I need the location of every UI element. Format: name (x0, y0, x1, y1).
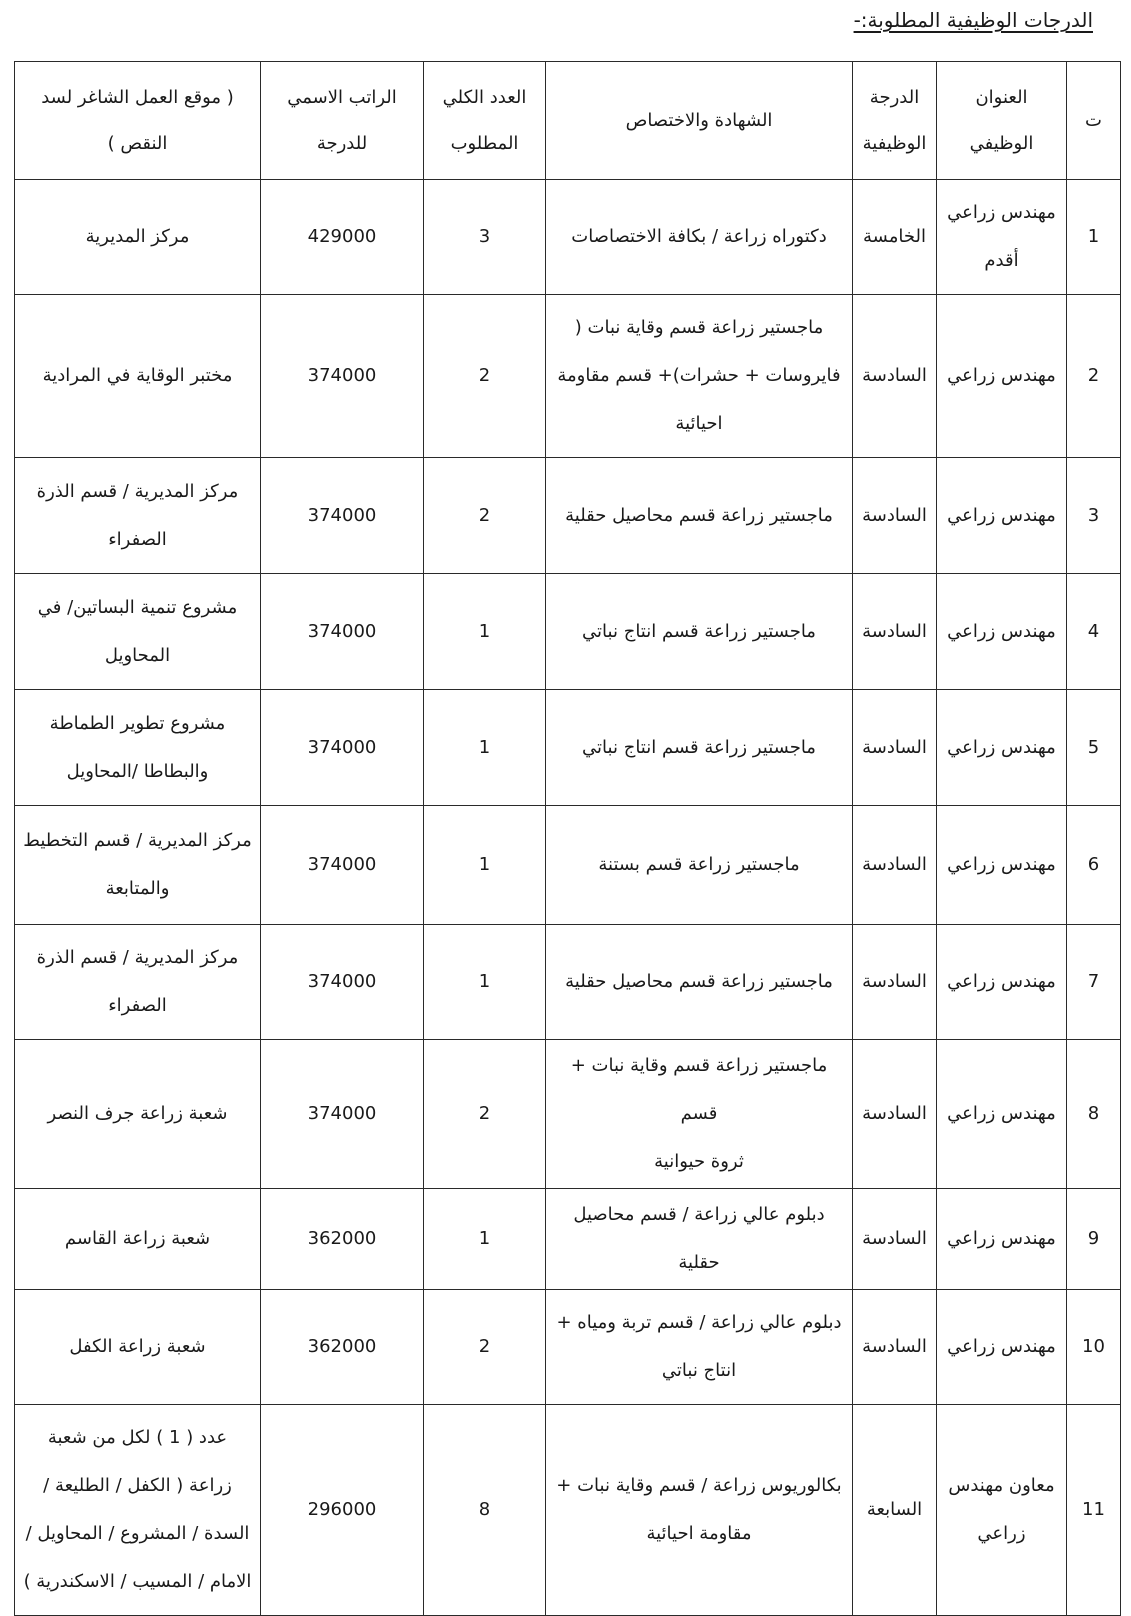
table-row (15, 1405, 1121, 1616)
cell-grade: السادسة (853, 1290, 937, 1405)
cell-job-title: مهندس زراعي (937, 295, 1067, 458)
cell-salary: 296000 (261, 1405, 424, 1616)
job-grades-table (14, 61, 1121, 1616)
cell-location: مشروع تطوير الطماطة والبطاطا /المحاويل (15, 690, 261, 806)
col-header-number: ت (1067, 62, 1121, 180)
cell-count: 1 (424, 1189, 546, 1290)
cell-number: 1 (1067, 180, 1121, 295)
cell-number: 7 (1067, 925, 1121, 1040)
cell-job-title: مهندس زراعي أقدم (937, 180, 1067, 295)
cell-salary: 362000 (261, 1290, 424, 1405)
cell-salary: 362000 (261, 1189, 424, 1290)
cell-location: مركز المديرية / قسم الذرة الصفراء (15, 458, 261, 574)
table-row (15, 690, 1121, 806)
cell-salary: 429000 (261, 180, 424, 295)
cell-salary: 374000 (261, 1040, 424, 1189)
cell-grade: السادسة (853, 690, 937, 806)
cell-location: مركز المديرية / قسم الذرة الصفراء (15, 925, 261, 1040)
col-header-job-title: العنوان الوظيفي (937, 62, 1067, 180)
cell-grade: السادسة (853, 1189, 937, 1290)
cell-count: 3 (424, 180, 546, 295)
cell-degree: ماجستير زراعة قسم محاصيل حقلية (546, 925, 853, 1040)
page-heading: الدرجات الوظيفية المطلوبة:- (853, 8, 1093, 32)
cell-number: 10 (1067, 1290, 1121, 1405)
cell-degree: دبلوم عالي زراعة / قسم محاصيل حقلية (546, 1189, 853, 1290)
cell-job-title: مهندس زراعي (937, 1189, 1067, 1290)
cell-number: 2 (1067, 295, 1121, 458)
cell-degree: بكالوريوس زراعة / قسم وقاية نبات + مقاومة احيائية (546, 1405, 853, 1616)
cell-grade: السادسة (853, 806, 937, 925)
cell-number: 5 (1067, 690, 1121, 806)
cell-job-title: مهندس زراعي (937, 1040, 1067, 1189)
cell-grade: السادسة (853, 295, 937, 458)
col-header-grade: الدرجة الوظيفية (853, 62, 937, 180)
table-row (15, 180, 1121, 295)
table-row (15, 1189, 1121, 1290)
cell-location: عدد ( 1 ) لكل من شعبة زراعة ( الكفل / الطليعة / السدة / المشروع / المحاويل / الامام / المسيب / الاسكندرية ) (15, 1405, 261, 1616)
cell-count: 2 (424, 1040, 546, 1189)
col-header-degree: الشهادة والاختصاص (546, 62, 853, 180)
cell-grade: الخامسة (853, 180, 937, 295)
cell-number: 6 (1067, 806, 1121, 925)
cell-job-title: مهندس زراعي (937, 574, 1067, 690)
cell-count: 2 (424, 1290, 546, 1405)
cell-location: مختبر الوقاية في المرادية (15, 295, 261, 458)
table-row (15, 458, 1121, 574)
cell-degree: ماجستير زراعة قسم وقاية نبات ( فايروسات + حشرات)+ قسم مقاومة احيائية (546, 295, 853, 458)
cell-salary: 374000 (261, 806, 424, 925)
cell-degree: ماجستير زراعة قسم انتاج نباتي (546, 574, 853, 690)
cell-location: مشروع تنمية البساتين/ في المحاويل (15, 574, 261, 690)
cell-location: شعبة زراعة الكفل (15, 1290, 261, 1405)
cell-count: 1 (424, 574, 546, 690)
cell-location: مركز المديرية / قسم التخطيط والمتابعة (15, 806, 261, 925)
cell-number: 9 (1067, 1189, 1121, 1290)
cell-job-title: مهندس زراعي (937, 458, 1067, 574)
cell-location: شعبة زراعة جرف النصر (15, 1040, 261, 1189)
header-row (15, 62, 1121, 180)
table-row (15, 925, 1121, 1040)
cell-count: 2 (424, 295, 546, 458)
table-row (15, 1040, 1121, 1189)
cell-job-title: مهندس زراعي (937, 690, 1067, 806)
cell-degree: دكتوراه زراعة / بكافة الاختصاصات (546, 180, 853, 295)
cell-count: 2 (424, 458, 546, 574)
cell-number: 8 (1067, 1040, 1121, 1189)
table-row (15, 295, 1121, 458)
cell-job-title: مهندس زراعي (937, 806, 1067, 925)
cell-grade: السادسة (853, 925, 937, 1040)
cell-degree: دبلوم عالي زراعة / قسم تربة ومياه + انتاج نباتي (546, 1290, 853, 1405)
cell-number: 11 (1067, 1405, 1121, 1616)
cell-degree: ماجستير زراعة قسم محاصيل حقلية (546, 458, 853, 574)
cell-count: 1 (424, 690, 546, 806)
table-row (15, 806, 1121, 925)
col-header-count: العدد الكلي المطلوب (424, 62, 546, 180)
cell-location: مركز المديرية (15, 180, 261, 295)
cell-job-title: مهندس زراعي (937, 925, 1067, 1040)
cell-number: 3 (1067, 458, 1121, 574)
col-header-salary: الراتب الاسمي للدرجة (261, 62, 424, 180)
cell-grade: السابعة (853, 1405, 937, 1616)
table-row (15, 1290, 1121, 1405)
cell-salary: 374000 (261, 458, 424, 574)
cell-job-title: مهندس زراعي (937, 1290, 1067, 1405)
cell-salary: 374000 (261, 295, 424, 458)
col-header-location: ( موقع العمل الشاغر لسد النقص ) (15, 62, 261, 180)
cell-count: 1 (424, 925, 546, 1040)
cell-salary: 374000 (261, 574, 424, 690)
table-row (15, 574, 1121, 690)
cell-location: شعبة زراعة القاسم (15, 1189, 261, 1290)
cell-degree: ماجستير زراعة قسم بستنة (546, 806, 853, 925)
cell-degree: ماجستير زراعة قسم وقاية نبات + قسم ثروة حيوانية (546, 1040, 853, 1189)
cell-grade: السادسة (853, 1040, 937, 1189)
cell-grade: السادسة (853, 574, 937, 690)
cell-salary: 374000 (261, 925, 424, 1040)
cell-salary: 374000 (261, 690, 424, 806)
cell-grade: السادسة (853, 458, 937, 574)
cell-job-title: معاون مهندس زراعي (937, 1405, 1067, 1616)
cell-number: 4 (1067, 574, 1121, 690)
cell-degree: ماجستير زراعة قسم انتاج نباتي (546, 690, 853, 806)
cell-count: 8 (424, 1405, 546, 1616)
cell-count: 1 (424, 806, 546, 925)
